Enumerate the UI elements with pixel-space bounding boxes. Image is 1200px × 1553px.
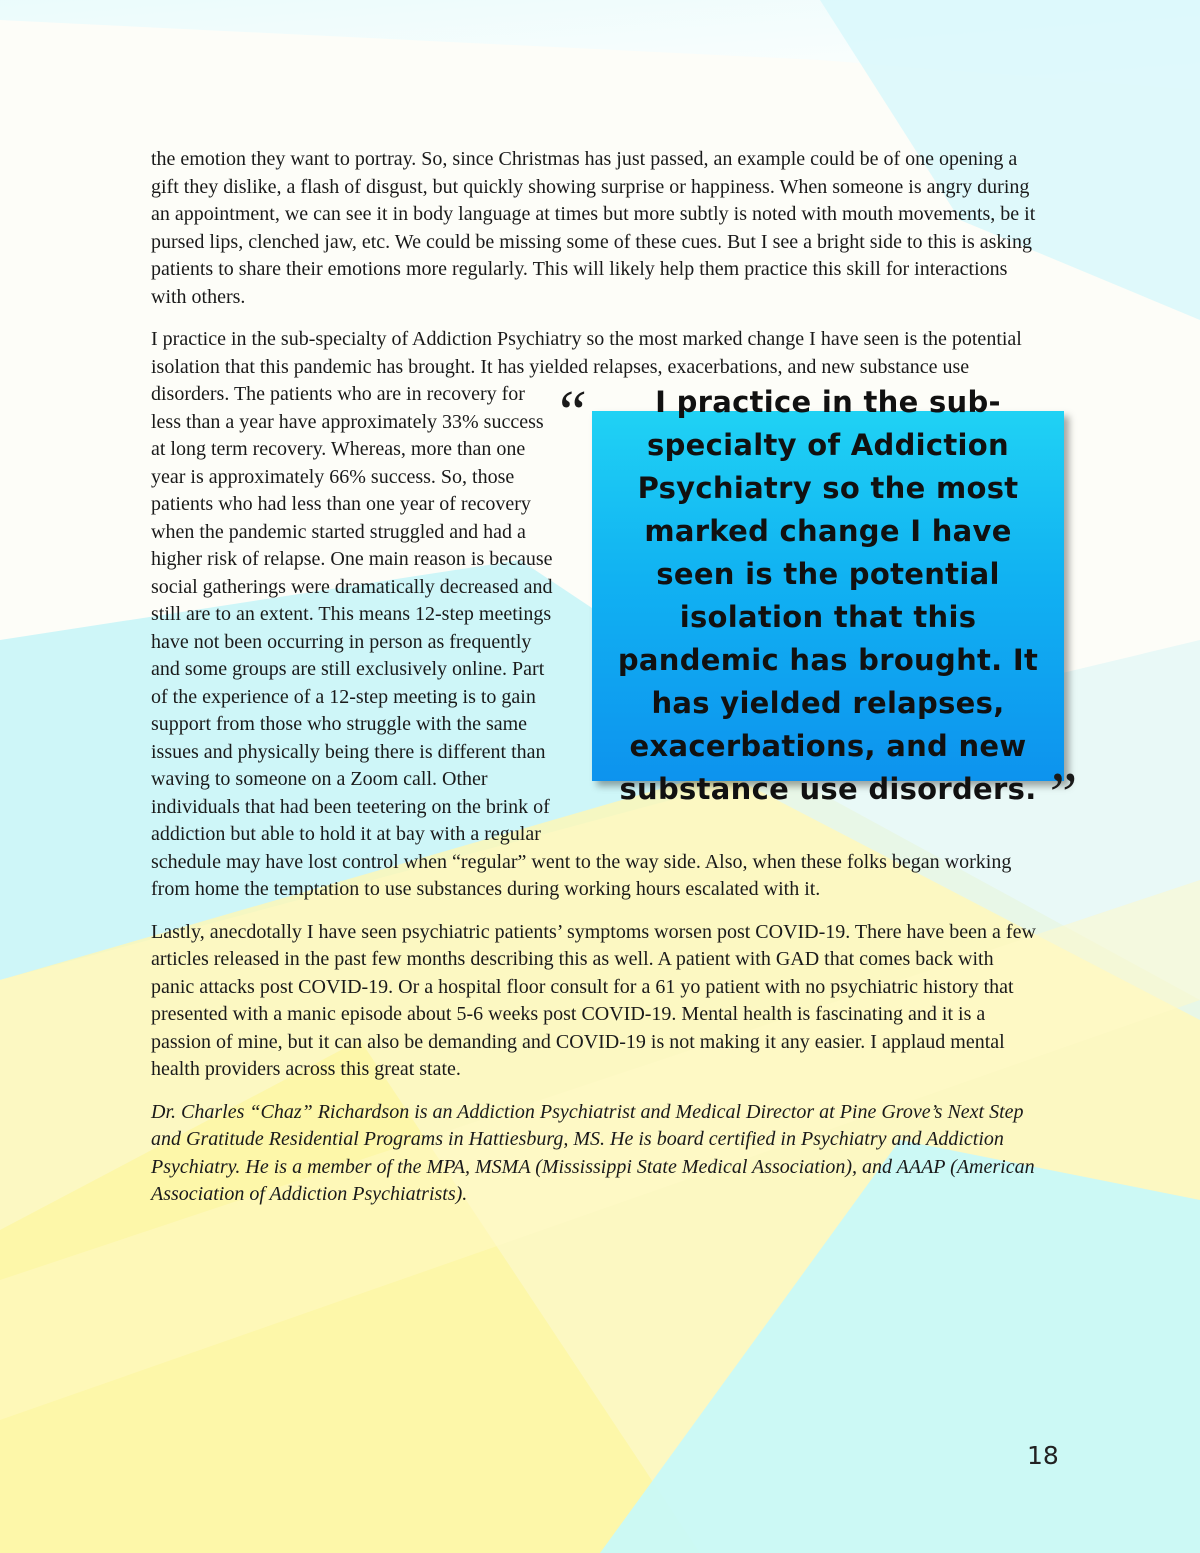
- paragraph-rest: in recovery for less than a year have approximately 33% success at long term recovery. Whereas, more than one year is approximately 66% success. So, those patients who had less than one year of recovery when the pandemic started struggled and had a higher risk of relapse. One main reason is because social gatherings were dramatically decreased and still are to an extent. This means 12-step meetings have not been occurring in person as frequently and some groups are still exclusively online. Part of the experience of a 12-step meeting is to gain support from those who struggle with the same issues and physically being there is different than waving to someone on a Zoom call. Other individuals that had been teetering on the brink of addiction but able to hold it at bay with a regular schedule may have lost control when “regular” went to the way side. Also, when these folks began working from home the temptation to use substances during working hours escalated with it.: [151, 383, 1012, 900]
- close-quote-mark: ”: [1043, 761, 1078, 829]
- pull-quote-box: [592, 385, 1064, 806]
- article-body: [151, 146, 1078, 1224]
- paragraph-with-pull-quote: [151, 326, 1078, 904]
- paragraph-lead: I practice in the sub-specialty of Addiction Psychiatry so the most marked change I have seen is the potential isolation that this pandemic has brought. It has yielded relapses, exacerbations, and new substance use disorders. The patients who are: [151, 328, 1022, 405]
- pull-quote-wrapper: [553, 379, 1078, 840]
- paragraph: the emotion they want to portray. So, since Christmas has just passed, an example could be of one opening a gift they dislike, a flash of disgust, but quickly showing surprise or happiness. When someone is angry during an appointment, we can see it in body language at times but more subtly is noted with mouth movements, be it pursed lips, clenched jaw, etc. We could be missing some of these cues. But I see a bright side to this is asking patients to share their emotions more regularly. This will likely help them practice this skill for interactions with others.: [151, 148, 1036, 308]
- open-quote-mark: “: [553, 379, 588, 447]
- author-bio: Dr. Charles “Chaz” Richardson is an Addiction Psychiatrist and Medical Director at Pine Grove’s Next Step and Gratitude Residential Programs in Hattiesburg, MS. He is board certified in Psychiatry and Addiction Psychiatry. He is a member of the MPA, MSMA (Mississippi State Medical Association), and AAAP (American Association of Addiction Psychiatrists).: [151, 1100, 1035, 1205]
- paragraph: Lastly, anecdotally I have seen psychiatric patients’ symptoms worsen post COVID-19. There have been a few articles released in the past few months describing this as well. A patient with GAD that comes back with panic attacks post COVID-19. Or a hospital floor consult for a 61 yo patient with no psychiatric history that presented with a manic episode about 5-6 weeks post COVID-19. Mental health is fascinating and it is a passion of mine, but it can also be demanding and COVID-19 is not making it any easier. I applaud mental health providers across this great state.: [151, 920, 1036, 1080]
- pull-quote-text: I practice in the sub-specialty of Addiction Psychiatry so the most marked change I have seen is the potential isolation that this pandemic has brought. It has yielded relapses, exacerbations, and new substance use disorders.: [617, 385, 1039, 806]
- page-number: 18: [1027, 1441, 1059, 1470]
